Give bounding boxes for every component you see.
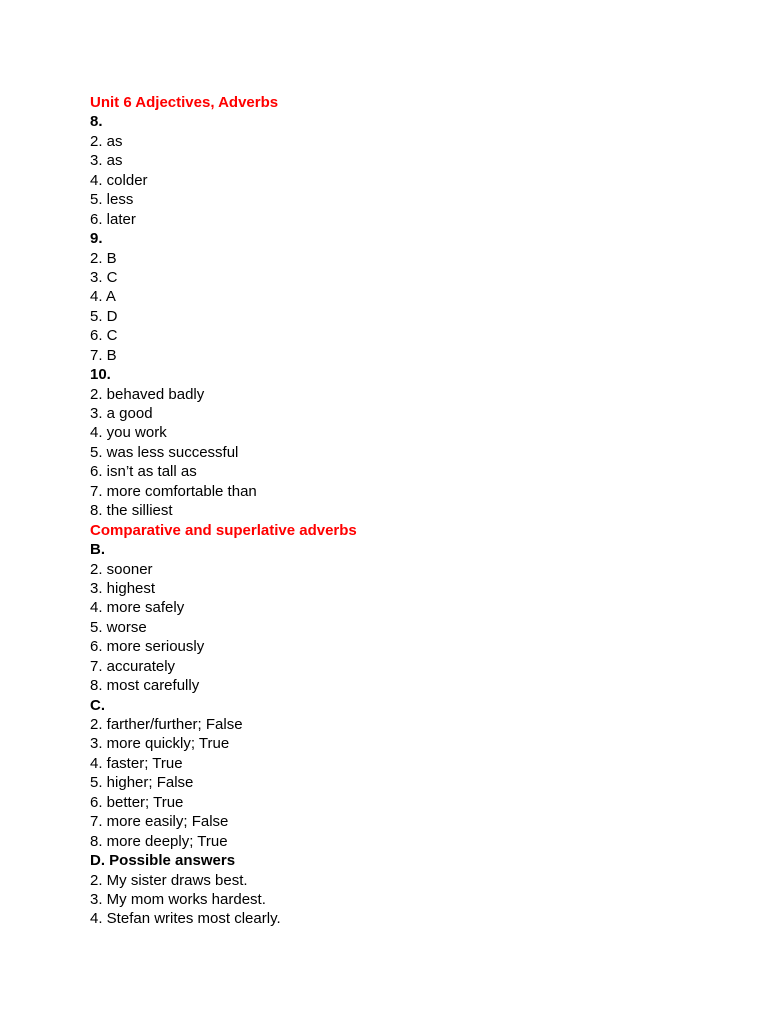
answer-item: 5. worse	[90, 618, 147, 636]
exercise-d	[90, 851, 730, 929]
answer-item: 6. better; True	[90, 793, 184, 811]
answer-item: 3. more quickly; True	[90, 735, 230, 753]
answer-item: 4. more safely	[90, 599, 185, 617]
answer-item: 7. accurately	[90, 657, 176, 675]
answer-item: 4. faster; True	[90, 754, 183, 772]
answer-item: 6. later	[90, 210, 136, 228]
answer-item: 8. most carefully	[90, 677, 200, 695]
answer-item: 2. farther/further; False	[90, 716, 243, 733]
answer-item: 5. higher; False	[90, 774, 194, 792]
answer-item: 5. was less successful	[90, 443, 239, 461]
unit-title: Unit 6 Adjectives, Adverbs	[90, 94, 279, 111]
answer-item: 7. more comfortable than	[90, 482, 257, 500]
answer-item: 4. colder	[90, 171, 148, 189]
exercise-8	[90, 112, 730, 229]
exercise-label: 10.	[90, 366, 111, 384]
answer-item: 2. as	[90, 132, 123, 150]
answer-item: 2. B	[90, 249, 117, 267]
section-title: Comparative and superlative adverbs	[90, 521, 357, 539]
answer-item: 6. isn’t as tall as	[90, 463, 197, 481]
answer-item: 7. more easily; False	[90, 813, 229, 831]
answer-item: 3. a good	[90, 405, 153, 422]
answer-item: 3. C	[90, 268, 118, 286]
answer-item: 6. more seriously	[90, 638, 205, 656]
answer-item: 3. My mom works hardest.	[90, 890, 266, 908]
answer-item: 4. Stefan writes most clearly.	[90, 910, 281, 928]
answer-item: 4. A	[90, 288, 116, 306]
answer-item: 8. more deeply; True	[90, 832, 228, 850]
exercise-b	[90, 540, 730, 696]
answer-item: 8. the silliest	[90, 502, 173, 520]
exercise-label: 9.	[90, 230, 103, 248]
answer-item: 3. highest	[90, 579, 156, 597]
exercise-c	[90, 696, 730, 852]
answer-key	[90, 93, 730, 929]
exercise-label: B.	[90, 541, 105, 559]
answer-item: 4. you work	[90, 424, 167, 442]
answer-item: 6. C	[90, 327, 118, 345]
answer-item: 3. as	[90, 152, 123, 170]
exercise-10	[90, 365, 730, 521]
exercise-9	[90, 229, 730, 365]
answer-item: 2. My sister draws best.	[90, 871, 248, 889]
exercise-label: C.	[90, 696, 105, 714]
answer-item: 2. sooner	[90, 560, 153, 578]
answer-item: 2. behaved badly	[90, 385, 205, 403]
answer-item: 5. D	[90, 307, 118, 325]
answer-item: 7. B	[90, 346, 117, 364]
exercise-label: 8.	[90, 113, 103, 131]
exercise-label: D. Possible answers	[90, 852, 236, 870]
answer-item: 5. less	[90, 191, 134, 209]
